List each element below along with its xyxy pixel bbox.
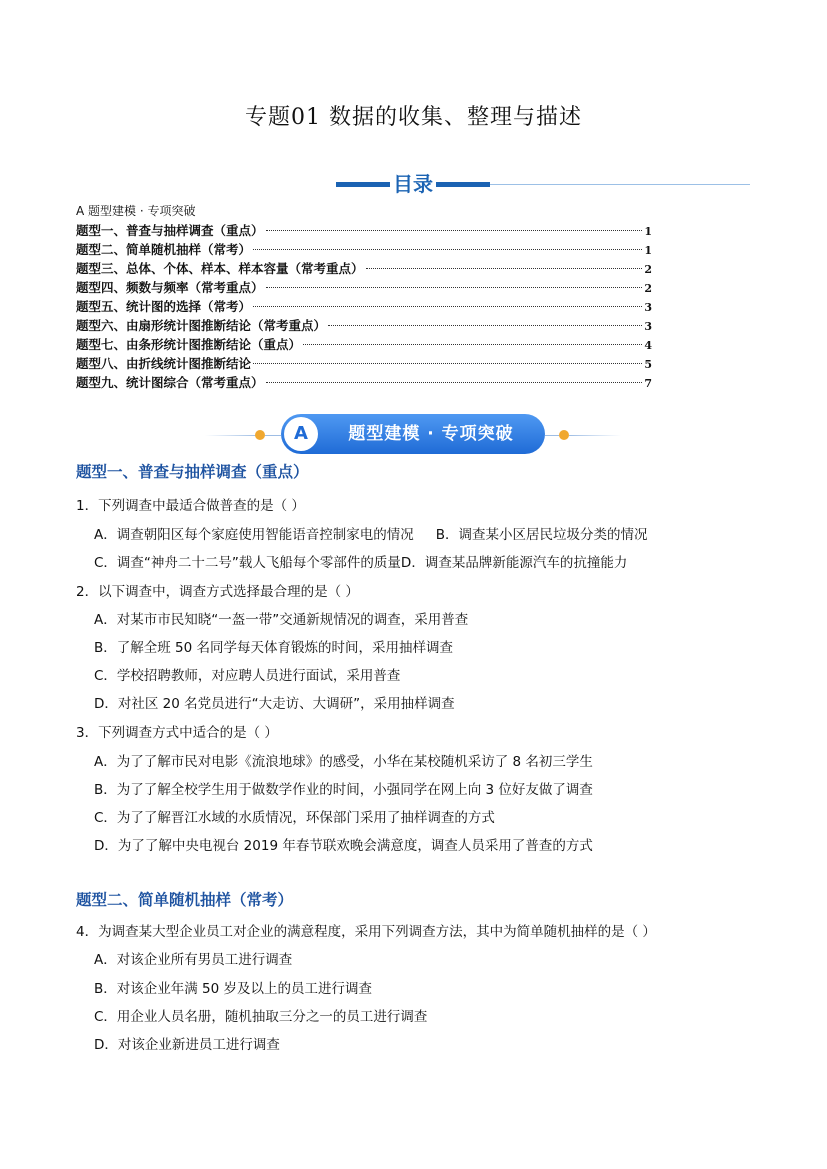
option-a: A．对该企业所有男员工进行调查 — [94, 952, 293, 968]
banner-dot-right-icon — [559, 430, 569, 440]
toc-banner-bar-right — [436, 182, 490, 187]
banner-rule-left-inner — [265, 435, 281, 436]
toc-entry-label: 题型六、由扇形统计图推断结论（常考重点） — [76, 318, 327, 333]
toc-entry-label: 题型三、总体、个体、样本、样本容量（常考重点） — [76, 261, 364, 276]
question-stem: 2．以下调查中，调查方式选择最合理的是（ ） — [76, 584, 359, 600]
option-b: B．了解全班 50 名同学每天体育锻炼的时间，采用抽样调查 — [94, 640, 454, 656]
toc-entry-label: 题型七、由条形统计图推断结论（重点） — [76, 337, 302, 352]
option-b: B．调查某小区居民垃圾分类的情况 — [435, 527, 648, 543]
option-a: A．为了了解市民对电影《流浪地球》的感受，小华在某校随机采访了 8 名初三学生 — [94, 754, 593, 770]
banner-dot-left-icon — [255, 430, 265, 440]
banner-rule-right-inner — [545, 435, 559, 436]
toc-banner-rule — [490, 184, 750, 185]
toc-entry[interactable] — [76, 278, 652, 297]
option-d: D．为了了解中央电视台 2019 年春节联欢晚会满意度，调查人员采用了普查的方式 — [94, 838, 593, 854]
option-a: A．对某市市民知晓“一盔一带”交通新规情况的调查，采用普查 — [94, 612, 469, 628]
toc-entry-label: 题型四、频数与频率（常考重点） — [76, 280, 264, 295]
toc-entry-label: 题型八、由折线统计图推断结论 — [76, 356, 252, 371]
toc-entry-page: 7 — [644, 377, 652, 390]
toc-entry[interactable] — [76, 316, 652, 335]
toc-leader-dots — [253, 363, 642, 364]
option-c: C．用企业人员名册，随机抽取三分之一的员工进行调查 — [94, 1009, 428, 1025]
toc-entry-page: 3 — [644, 301, 652, 314]
banner-rule-right — [569, 435, 621, 436]
toc-subheading: A 题型建模 · 专项突破 — [76, 204, 196, 218]
section-banner — [0, 414, 827, 454]
toc-entry-page: 2 — [644, 282, 652, 295]
toc-entry-label: 题型九、统计图综合（常考重点） — [76, 375, 264, 390]
banner-label: 题型建模 · 专项突破 — [348, 424, 514, 444]
question-stem: 4．为调查某大型企业员工对企业的满意程度，采用下列调查方法，其中为简单随机抽样的是（ ） — [76, 924, 656, 940]
toc-entry[interactable] — [76, 221, 652, 240]
toc-entry[interactable] — [76, 335, 652, 354]
question-stem: 3．下列调查方式中适合的是（ ） — [76, 725, 278, 741]
toc-entry-page: 1 — [644, 244, 652, 257]
toc-leader-dots — [303, 344, 642, 345]
toc-entry-page: 5 — [644, 358, 652, 371]
toc-entry-label: 题型五、统计图的选择（常考） — [76, 299, 252, 314]
toc-entry-page: 2 — [644, 263, 652, 276]
toc-leader-dots — [328, 325, 642, 326]
toc-entry[interactable] — [76, 240, 652, 259]
option-d: D．调查某品牌新能源汽车的抗撞能力 — [400, 555, 628, 571]
toc-entry-page: 3 — [644, 320, 652, 333]
toc-entry-page: 1 — [644, 225, 652, 238]
toc-banner — [0, 168, 827, 198]
option-c: C．调查“神舟二十二号”载人飞船每个零部件的质量 — [94, 555, 401, 571]
toc-banner-bar-left — [336, 182, 390, 187]
toc-entry[interactable] — [76, 373, 652, 392]
toc-entry-page: 4 — [644, 339, 652, 352]
question-options-row — [94, 551, 627, 571]
banner-rule-left — [205, 435, 257, 436]
toc-leader-dots — [253, 249, 642, 250]
toc-heading: 目录 — [393, 172, 433, 196]
toc-entry-label: 题型二、简单随机抽样（常考） — [76, 242, 252, 257]
option-c: C．为了了解晋江水域的水质情况，环保部门采用了抽样调查的方式 — [94, 810, 495, 826]
banner-letter-badge: A — [284, 417, 318, 451]
option-d: D．对该企业新进员工进行调查 — [94, 1037, 280, 1053]
toc-entry-label: 题型一、普查与抽样调查（重点） — [76, 223, 264, 238]
toc-entry[interactable] — [76, 297, 652, 316]
toc-leader-dots — [366, 268, 643, 269]
option-b: B．为了了解全校学生用于做数学作业的时间，小强同学在网上向 3 位好友做了调查 — [94, 782, 593, 798]
toc-leader-dots — [253, 306, 642, 307]
question-options-row — [94, 523, 648, 543]
option-c: C．学校招聘教师，对应聘人员进行面试，采用普查 — [94, 668, 401, 684]
section-heading: 题型一、普查与抽样调查（重点） — [76, 462, 309, 481]
toc-entry[interactable] — [76, 354, 652, 373]
toc-leader-dots — [266, 230, 643, 231]
toc-leader-dots — [266, 382, 643, 383]
option-d: D．对社区 20 名党员进行“大走访、大调研”，采用抽样调查 — [94, 696, 455, 712]
option-a: A．调查朝阳区每个家庭使用智能语音控制家电的情况 — [94, 527, 414, 543]
option-b: B．对该企业年满 50 岁及以上的员工进行调查 — [94, 981, 373, 997]
table-of-contents — [76, 202, 652, 392]
page-title: 专题01 数据的收集、整理与描述 — [245, 105, 582, 130]
section-heading: 题型二、简单随机抽样（常考） — [76, 890, 294, 909]
toc-entry[interactable] — [76, 259, 652, 278]
toc-leader-dots — [266, 287, 643, 288]
question-stem: 1．下列调查中最适合做普查的是（ ） — [76, 498, 305, 514]
